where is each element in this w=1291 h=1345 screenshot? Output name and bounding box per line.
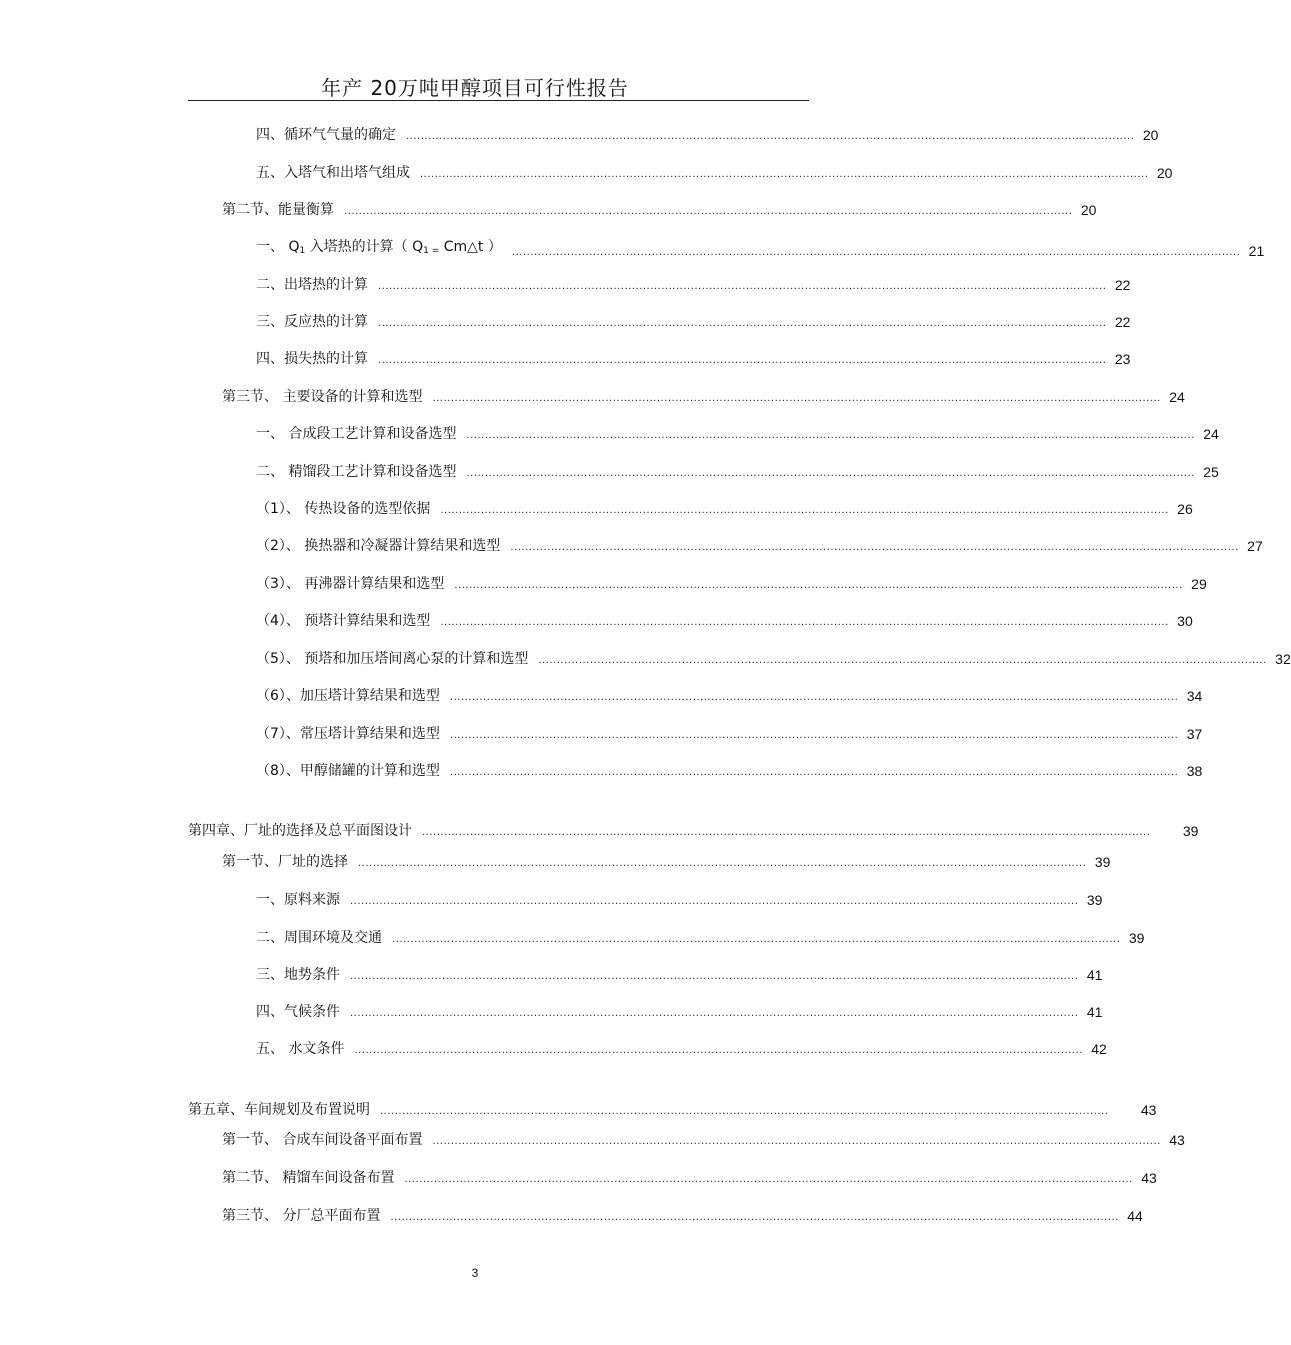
toc-entry-label: 五、入塔气和出塔气组成 <box>256 165 410 181</box>
toc-entry-page: 24 <box>1169 389 1185 405</box>
toc-entry-page: 41 <box>1086 967 1103 983</box>
toc-entry[interactable] <box>222 853 1111 871</box>
dot-leader: ...................................................................................................................................................................................................... <box>358 858 1087 869</box>
toc-entry[interactable] <box>222 1169 1157 1187</box>
toc-entry-page: 39 <box>1128 930 1145 946</box>
toc-entry-page: 25 <box>1203 464 1219 480</box>
toc-entry[interactable] <box>256 126 1159 144</box>
toc-entry-page: 43 <box>1140 1102 1157 1118</box>
toc-entry-label: 第五章、车间规划及布置说明 <box>188 1102 370 1118</box>
dot-leader: ...................................................................................................................................................................................................... <box>354 1045 1083 1056</box>
label-part: 入塔热的计算（ Q <box>305 239 424 255</box>
dot-leader: ...................................................................................................................................................................................................... <box>466 430 1195 441</box>
toc-entry-page: 22 <box>1114 277 1131 293</box>
dot-leader: ...................................................................................................................................................................................................... <box>449 692 1179 703</box>
toc-chapter-entry[interactable] <box>188 1101 1157 1119</box>
toc-entry[interactable] <box>256 164 1173 182</box>
dot-leader: ...................................................................................................................................................................................................... <box>344 206 1073 217</box>
toc-entry[interactable] <box>222 201 1097 219</box>
toc-entry-page: 23 <box>1114 351 1131 367</box>
toc-entry[interactable] <box>256 762 1203 780</box>
dot-leader: ...................................................................................................................................................................................................... <box>440 617 1169 628</box>
dot-leader: ...................................................................................................................................................................................................... <box>454 580 1183 591</box>
page-number: 3 <box>471 1266 479 1280</box>
dot-leader: ...................................................................................................................................................................................................... <box>378 355 1107 366</box>
dot-leader: ...................................................................................................................................................................................................... <box>510 542 1239 553</box>
toc-entry[interactable] <box>222 1207 1143 1225</box>
toc-entry-label: 第二节、能量衡算 <box>222 202 334 218</box>
dot-leader: ...................................................................................................................................................................................................... <box>432 1136 1161 1147</box>
toc-entry-page: 22 <box>1114 314 1131 330</box>
toc-entry-label: （3）、 再沸器计算结果和选型 <box>256 576 445 592</box>
toc-entry-label: （4）、 预塔计算结果和选型 <box>256 613 431 629</box>
dot-leader: ...................................................................................................................................................................................................... <box>350 971 1079 982</box>
toc-entry-page: 21 <box>1248 243 1265 259</box>
label-part: 一、 Q <box>256 239 300 255</box>
subscript: 1 = <box>423 246 440 256</box>
toc-entry-label: （1）、 传热设备的选型依据 <box>256 501 431 517</box>
toc-entry[interactable] <box>256 650 1291 668</box>
toc-entry[interactable] <box>256 276 1131 294</box>
toc-entry-page: 42 <box>1091 1041 1107 1057</box>
dot-leader: ...................................................................................................................................................................................................... <box>378 281 1107 292</box>
label-part: Cm△t ） <box>439 239 502 255</box>
toc-entry-label: 第三节、 主要设备的计算和选型 <box>222 389 423 405</box>
toc-entry[interactable] <box>256 1040 1107 1058</box>
toc-entry-label: 第四章、厂址的选择及总平面图设计 <box>188 823 412 839</box>
dot-leader: ...................................................................................................................................................................................................... <box>432 393 1161 404</box>
toc-entry[interactable] <box>256 350 1131 368</box>
toc-entry[interactable] <box>256 966 1103 984</box>
toc-entry-label: （7）、常压塔计算结果和选型 <box>256 726 440 742</box>
toc-entry[interactable] <box>256 575 1207 593</box>
dot-leader: ...................................................................................................................................................................................................... <box>392 934 1121 945</box>
toc-entry-label: 一、 合成段工艺计算和设备选型 <box>256 426 457 442</box>
toc-entry[interactable] <box>256 612 1193 630</box>
dot-leader: ...................................................................................................................................................................................................... <box>378 318 1107 329</box>
toc-chapter-entry[interactable] <box>188 822 1199 840</box>
subscript: 1 <box>299 246 306 256</box>
toc-entry-page: 24 <box>1203 426 1219 442</box>
dot-leader: ...................................................................................................................................................................................................... <box>511 247 1241 258</box>
toc-entry-page: 27 <box>1247 538 1263 554</box>
toc-entry-label: 三、地势条件 <box>256 967 340 983</box>
toc-entry-label: （6）、加压塔计算结果和选型 <box>256 688 440 704</box>
toc-entry-label: 二、出塔热的计算 <box>256 277 368 293</box>
toc-entry-label: （2）、 换热器和冷凝器计算结果和选型 <box>256 538 501 554</box>
toc-entry-label: 一、原料来源 <box>256 892 340 908</box>
toc-entry-label: 三、反应热的计算 <box>256 314 368 330</box>
toc-entry[interactable] <box>256 425 1219 443</box>
toc-entry-page: 38 <box>1186 763 1203 779</box>
dot-leader: ...................................................................................................................................................................................................... <box>380 1106 1109 1117</box>
toc-entry[interactable] <box>256 463 1219 481</box>
toc-entry[interactable] <box>256 687 1203 705</box>
toc-entry-label: 四、损失热的计算 <box>256 351 368 367</box>
dot-leader: ...................................................................................................................................................................................................... <box>449 767 1179 778</box>
toc-entry-label: 四、气候条件 <box>256 1004 340 1020</box>
toc-entry-page: 29 <box>1191 576 1207 592</box>
toc-entry-label: （8）、甲醇储罐的计算和选型 <box>256 763 440 779</box>
page-header-title: 年产 20万吨甲醇项目可行性报告 <box>321 76 629 100</box>
toc-entry-page: 32 <box>1275 651 1291 667</box>
toc-entry-page: 41 <box>1086 1004 1103 1020</box>
dot-leader: ...................................................................................................................................................................................................... <box>440 505 1169 516</box>
dot-leader: ...................................................................................................................................................................................................... <box>422 827 1151 838</box>
dot-leader: ...................................................................................................................................................................................................... <box>350 1008 1079 1019</box>
dot-leader: ...................................................................................................................................................................................................... <box>390 1212 1119 1223</box>
toc-entry[interactable] <box>256 1003 1103 1021</box>
toc-entry-label: 四、循环气气量的确定 <box>256 127 396 143</box>
toc-entry[interactable] <box>256 238 1265 260</box>
toc-entry-page: 39 <box>1086 892 1103 908</box>
toc-entry-label: （5）、 预塔和加压塔间离心泵的计算和选型 <box>256 651 529 667</box>
dot-leader: ...................................................................................................................................................................................................... <box>406 131 1135 142</box>
toc-entry-page: 34 <box>1186 688 1203 704</box>
dot-leader: ...................................................................................................................................................................................................... <box>449 730 1179 741</box>
toc-entry-page: 37 <box>1186 726 1203 742</box>
toc-entry-label: 二、 精馏段工艺计算和设备选型 <box>256 464 457 480</box>
toc-entry-label: 第一节、 合成车间设备平面布置 <box>222 1132 423 1148</box>
toc-entry[interactable] <box>222 1131 1185 1149</box>
dot-leader: ...................................................................................................................................................................................................... <box>420 169 1149 180</box>
toc-entry-page: 20 <box>1156 165 1173 181</box>
toc-entry-page: 39 <box>1182 823 1199 839</box>
toc-entry-page: 39 <box>1094 854 1111 870</box>
toc-entry-label: 第二节、 精馏车间设备布置 <box>222 1170 395 1186</box>
toc-entry[interactable] <box>256 725 1203 743</box>
toc-entry-label: 二、周围环境及交通 <box>256 930 382 946</box>
toc-entry[interactable] <box>256 537 1263 555</box>
toc-entry-page: 43 <box>1169 1132 1185 1148</box>
toc-entry-page: 43 <box>1141 1170 1157 1186</box>
toc-entry-page: 30 <box>1177 613 1193 629</box>
toc-entry-label: 五、 水文条件 <box>256 1041 345 1057</box>
dot-leader: ...................................................................................................................................................................................................... <box>538 655 1267 666</box>
toc-entry-label: 第三节、 分厂总平面布置 <box>222 1208 381 1224</box>
toc-entry-page: 26 <box>1177 501 1193 517</box>
toc-entry[interactable] <box>256 929 1145 947</box>
toc-entry-label <box>256 238 502 260</box>
toc-entry-page: 20 <box>1142 127 1159 143</box>
dot-leader: ...................................................................................................................................................................................................... <box>404 1174 1133 1185</box>
dot-leader: ...................................................................................................................................................................................................... <box>466 468 1195 479</box>
toc-entry[interactable] <box>222 388 1185 406</box>
toc-entry[interactable] <box>256 891 1103 909</box>
toc-entry-page: 44 <box>1127 1208 1143 1224</box>
toc-entry[interactable] <box>256 500 1193 518</box>
toc-entry[interactable] <box>256 313 1131 331</box>
dot-leader: ...................................................................................................................................................................................................... <box>350 896 1079 907</box>
toc-entry-label: 第一节、厂址的选择 <box>222 854 348 870</box>
toc-entry-page: 20 <box>1080 202 1097 218</box>
